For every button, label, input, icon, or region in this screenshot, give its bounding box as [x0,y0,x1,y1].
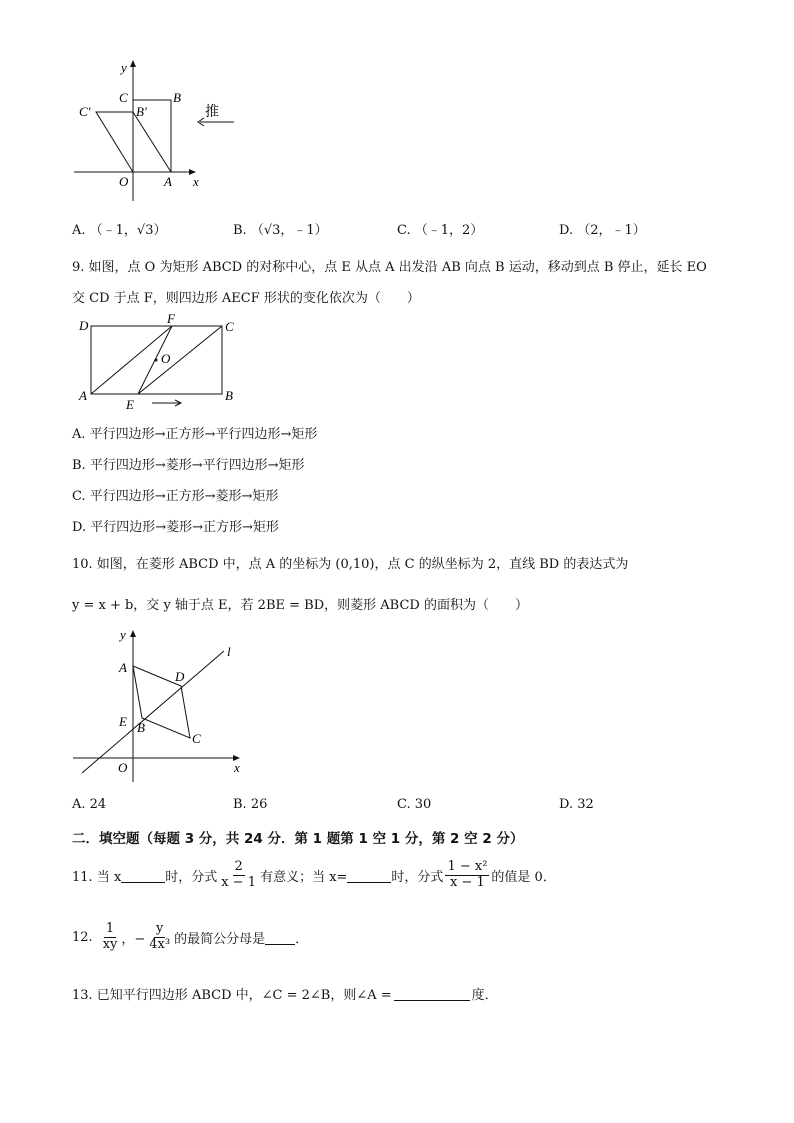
q11-fraction2 [445,860,489,891]
q8-option-b[interactable]: B. （√3，﹣1） [233,223,328,238]
label-b-prime: B′ [136,104,147,119]
label-e: E [119,714,127,729]
push-label: 推 [205,104,219,120]
q12-part2: ，− [121,931,146,947]
q12-part4: ． [295,931,309,947]
q11-part1: 11. 当 x [72,869,122,885]
q10-option-b[interactable]: B. 26 [233,797,268,812]
label-b: B [173,90,181,105]
label-e: E [126,397,134,412]
q9-option-b[interactable]: B. 平行四边形→菱形→平行四边形→矩形 [72,458,305,473]
q10-figure [68,622,258,784]
label-b: B [225,388,233,403]
q9-stem-line1: 9. 如图，点 O 为矩形 ABCD 的对称中心，点 E 从点 A 出发沿 AB 向点 B 运动，移动到点 B 停止，延长 EO [72,260,707,275]
rotated-parallelogram [96,112,133,172]
q9-stem-line2: 交 CD 于点 F，则四边形 AECF 形状的变化依次为（ ） [72,291,420,306]
q12-part3: 的最简公分母是 [174,931,266,947]
label-a: A [119,660,127,675]
q11-blank1[interactable] [121,868,165,883]
q12-frac1-den: xy [102,936,118,952]
q11-blank2[interactable] [347,868,391,883]
q11-frac2-den: x − 1 [450,874,485,890]
q10-option-a[interactable]: A. 24 [72,797,107,812]
q8-figure [60,56,260,206]
segment-af [91,326,172,394]
q12-frac1-num: 1 [105,921,115,936]
q10-stem-line1: 10. 如图，在菱形 ABCD 中，点 A 的坐标为 (0,10)，点 C 的纵坐标为 2，直线 BD 的表达式为 [72,557,629,572]
q11-frac2-num: 1 − x² [447,859,488,874]
q12-frac2-den: 4x³ [149,936,171,952]
q8-option-a[interactable]: A. （﹣1，√3） [72,223,167,238]
q13-blank[interactable] [394,986,470,1001]
label-a: A [164,174,172,189]
label-a: A [79,388,87,403]
line-l [82,651,224,773]
label-o: O [118,760,128,775]
label-b: B [137,720,145,735]
q10-stem-line2: y = x + b，交 y 轴于点 E，若 2BE = BD，则菱形 ABCD 的面积为（ ） [72,598,528,613]
y-axis-arrow [130,60,136,67]
q11-part3: 有意义；当 x= [260,869,348,885]
q13-part1: 13. 已知平行四边形 ABCD 中，∠C = 2∠B，则∠A = [72,988,392,1003]
point-o [155,359,158,362]
label-o: O [119,174,129,189]
y-axis-arrow [130,630,136,637]
q10-option-d[interactable]: D. 32 [559,797,594,812]
label-y: y [120,627,126,642]
q13-part2: 度． [471,988,498,1003]
q9-option-a[interactable]: A. 平行四边形→正方形→平行四边形→矩形 [72,427,318,442]
section2-title: 二．填空题（每题 3 分，共 24 分．第 1 题第 1 空 1 分，第 2 空 2 分） [72,831,524,847]
q12-blank[interactable] [265,930,295,945]
q9-option-c[interactable]: C. 平行四边形→正方形→菱形→矩形 [72,489,279,504]
label-o: O [161,351,171,366]
q12-fraction2 [147,922,172,953]
q12-part1: 12. [72,929,93,945]
q11-frac1-num: 2 [234,859,243,874]
label-x: x [193,174,199,189]
segment-bprime-a [133,112,171,172]
q11-frac1-den: x − 1 [221,874,257,890]
label-c: C [119,90,128,105]
q11-fraction1 [219,860,258,891]
label-x: x [234,760,240,775]
q11 [72,860,556,891]
q11-part4: 时，分式 [391,869,444,885]
q11-part5: 的值是 0． [491,869,556,885]
q12 [72,922,308,953]
label-c: C [225,319,234,334]
q8-option-c[interactable]: C. （﹣1，2） [397,223,484,238]
q9-figure [72,310,252,416]
q11-part2: 时，分式 [165,869,218,885]
label-f: F [167,311,175,326]
label-l: l [227,644,231,659]
q13 [72,984,498,1003]
label-c-prime: C′ [79,104,91,119]
q12-frac2-num: y [156,921,164,936]
q9-option-d[interactable]: D. 平行四边形→菱形→正方形→矩形 [72,520,279,535]
label-y: y [121,60,127,75]
q8-option-d[interactable]: D. （2，﹣1） [559,223,646,238]
label-d: D [175,669,185,684]
label-d: D [79,318,89,333]
q10-option-c[interactable]: C. 30 [397,797,432,812]
label-c: C [192,731,201,746]
segment-ec [138,326,222,394]
q12-fraction1 [101,922,120,953]
